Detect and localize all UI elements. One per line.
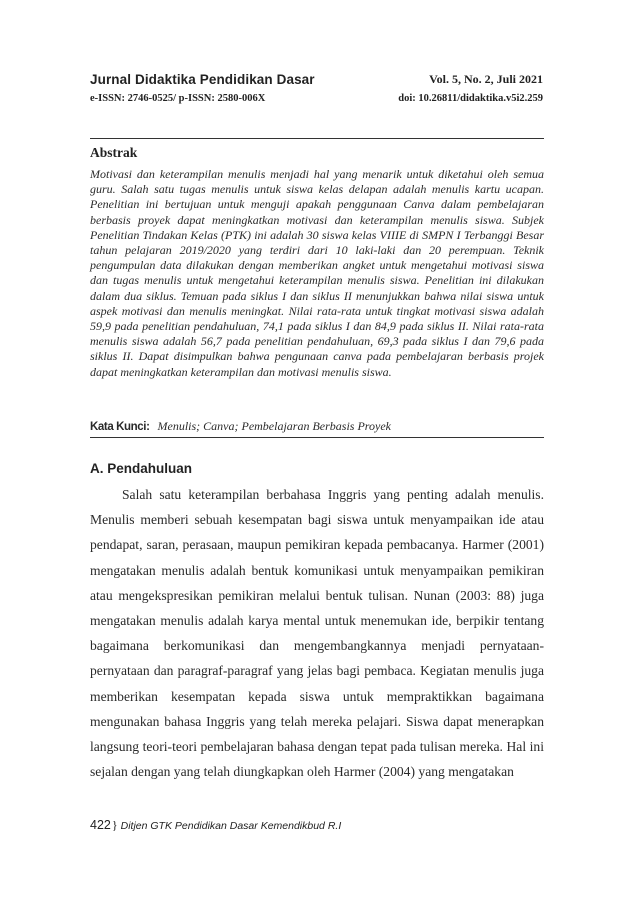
- keywords-label: Kata Kunci:: [90, 421, 150, 433]
- abstract-body: Motivasi dan keterampilan menulis menjadi hal yang menarik untuk diketahui oleh semua guru. Salah satu tugas menulis untuk siswa kelas delapan adalah menulis kartu ucapan. Penelitian ini bertujuan untuk menguji apakah penggunaan Canva dalam pembelajaran berbasis proyek dapat meningkatkan motivasi dan keterampilan menulis siswa. Subjek Penelitian Tindakan Kelas (PTK) ini adalah 30 siswa kelas VIIIE di SMPN I Terbanggi Besar tahun pelajaran 2019/2020 yang terdiri dari 10 laki-laki dan 20 perempuan. Teknik pengumpulan data dilakukan dengan memberikan angket untuk mengetahui motivasi siswa dan tugas menulis untuk mengetahui keterampilan menulis siswa. Penelitian ini dilakukan dalam dua siklus. Temuan pada siklus I dan siklus II menunjukkan bahwa nilai siswa untuk aspek motivasi dan menulis meningkat. Nilai rata-rata untuk tingkat motivasi siswa adalah 59,9 pada penelitian pendahuluan, 74,1 pada siklus I dan 84,9 pada siklus II. Nilai rata-rata menulis siswa adalah 56,7 pada penelitian pendahuluan, 69,3 pada siklus I dan 79,6 pada siklus II. Dapat disimpulkan bahwa pengunaan canva pada pembelajaran berbasis projek dapat meningkatkan keterampilan dan motivasi menulis siswa.: [90, 167, 544, 379]
- page-number: 422: [90, 818, 111, 832]
- abstract-heading: Abstrak: [90, 145, 138, 160]
- footer-brace: }: [111, 818, 118, 832]
- footer-publisher: Ditjen GTK Pendidikan Dasar Kemendikbud R.I: [120, 820, 342, 832]
- volume-issue: Vol. 5, No. 2, Juli 2021: [429, 72, 543, 86]
- abstract-top-rule: [90, 138, 544, 139]
- issn-line: e-ISSN: 2746-0525/ p-ISSN: 2580-006X: [90, 93, 266, 104]
- abstract-bottom-rule: [90, 437, 544, 438]
- journal-title: Jurnal Didaktika Pendidikan Dasar: [90, 72, 315, 87]
- keywords-text: Menulis; Canva; Pembelajaran Berbasis Proyek: [157, 419, 392, 433]
- keywords-line: [90, 419, 544, 434]
- section-heading: A. Pendahuluan: [90, 461, 193, 476]
- page-footer: [90, 818, 341, 833]
- doi-line: doi: 10.26811/didaktika.v5i2.259: [398, 93, 543, 104]
- section-paragraph: Salah satu keterampilan berbahasa Inggris yang penting adalah menulis. Menulis memberi sebuah kesempatan bagi siswa untuk menyampaikan ide atau pendapat, saran, perasaan, maupun pemikiran kepada pembacanya. Harmer (2001) mengatakan menulis adalah bentuk komunikasi untuk menyampaikan pemikiran atau mengekspresikan pemikiran melalui bentuk tulisan. Nunan (2003: 88) juga mengatakan menulis adalah karya mental untuk menemukan ide, berpikir tentang bagaimana berkomunikasi dan mengembangkannya menjadi pernyataan-pernyataan dan paragraf-paragraf yang jelas bagi pembaca. Kegiatan menulis juga memberikan kesempatan kepada siswa untuk mempraktikkan bagaimana mengunakan bahasa Inggris yang telah mereka pelajari. Siswa dapat menerapkan langsung teori-teori pembelajaran bahasa dengan tepat pada tulisan mereka. Hal ini sejalan dengan yang telah diungkapkan oleh Harmer (2004) yang mengatakan: [90, 487, 544, 780]
